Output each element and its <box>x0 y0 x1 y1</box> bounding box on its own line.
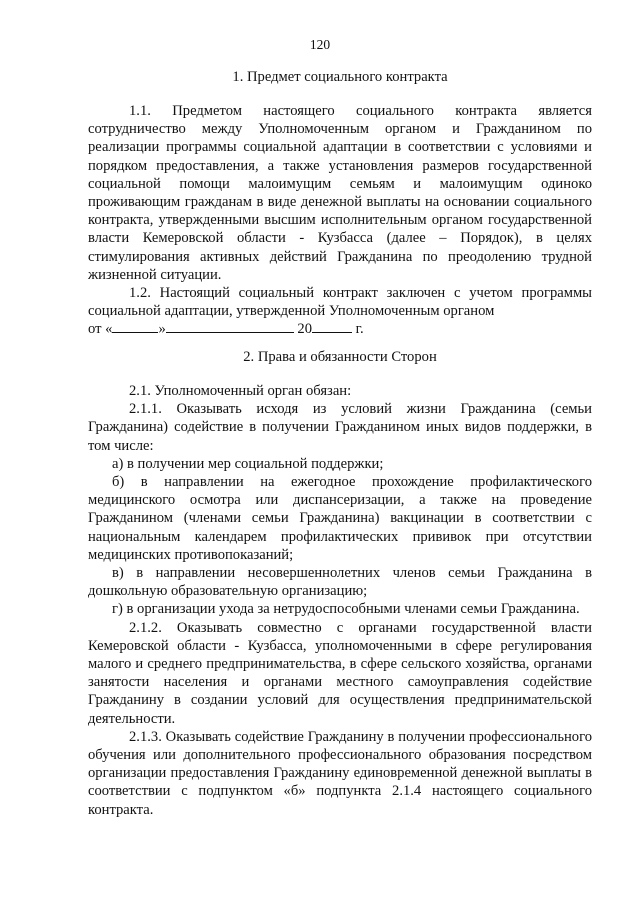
contract-date-line <box>88 320 592 338</box>
paragraph-2-1-2: 2.1.2. Оказывать совместно с органами государственной власти Кемеровской области - Кузбасса, уполномоченными в сфере регулирования малого и среднего предпринимательства, в сфере сельского хозяйства, органами занятости населения и органами местного самоуправления содействие Гражданину в создании условий для осуществления предпринимательской деятельности. <box>88 619 592 727</box>
date-prefix: от « <box>88 321 113 338</box>
year-suffix: г. <box>355 321 364 338</box>
section-2-body <box>88 382 592 819</box>
paragraph-2-1: 2.1. Уполномоченный орган обязан: <box>129 383 352 399</box>
month-blank <box>166 320 294 333</box>
section-2-title: 2. Права и обязанности Сторон <box>243 349 437 365</box>
paragraph-1-2: 1.2. Настоящий социальный контракт заключен с учетом программы социальной адаптации, утвержденной Уполномоченным органом <box>88 285 592 320</box>
paragraph-2-1-1: 2.1.1. Оказывать исходя из условий жизни Гражданина (семьи Гражданина) содействие в получении Гражданином иных видов поддержки, в том числе: <box>88 401 592 454</box>
day-blank <box>112 320 158 333</box>
section-1-body <box>88 102 592 339</box>
page-number: 120 <box>309 37 331 52</box>
list-item-a: а) в получении мер социальной поддержки; <box>112 455 384 472</box>
paragraph-1-1: 1.1. Предметом настоящего социального контракта является сотрудничество между Уполномоченным органом и Гражданином по реализации программы социальной адаптации в соответствии с условиями и порядком предоставления, а также установления размеров государственной социальной помощи малоимущим семьям и малоимущим одиноко проживающим гражданам в виде денежной выплаты на основании социального контракта, утвержденными высшим исполнительным органом государственной власти Кемеровской области - Кузбасса (далее – Порядок), в целях стимулирования активных действий Гражданина по преодолению трудной жизненной ситуации. <box>88 103 592 283</box>
year-blank <box>312 320 352 333</box>
section-1-title: 1. Предмет социального контракта <box>232 69 448 85</box>
date-quote-close: » <box>158 321 166 338</box>
list-item-v: в) в направлении несовершеннолетних членов семьи Гражданина в дошкольную образовательную организацию; <box>88 565 592 600</box>
list-item-b: б) в направлении на ежегодное прохождение профилактического медицинского осмотра или диспансеризации, а также на проведение Гражданином (членами семьи Гражданина) вакцинации в соответствии с национальным календарем профилактических прививок при отсутствии медицинских противопоказаний; <box>88 474 592 563</box>
year-prefix: 20 <box>297 321 312 338</box>
paragraph-2-1-3: 2.1.3. Оказывать содействие Гражданину в получении профессионального обучения или дополнительного профессионального образования посредством организации предоставления Гражданину единовременной денежной выплаты в соответствии с подпунктом «б» подпункта 2.1.4 настоящего социального контракта. <box>88 728 592 818</box>
list-item-g: г) в организации ухода за нетрудоспособными членами семьи Гражданина. <box>112 601 580 618</box>
